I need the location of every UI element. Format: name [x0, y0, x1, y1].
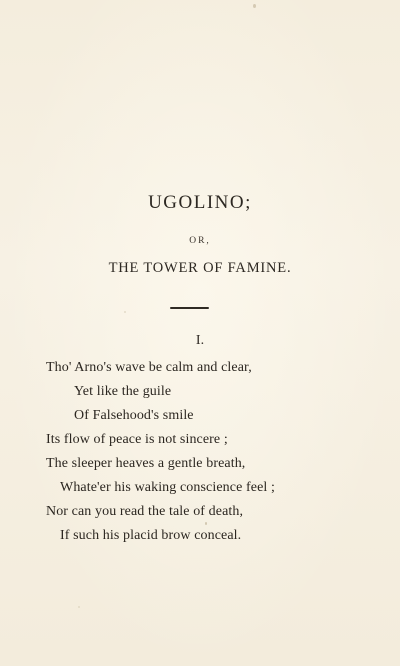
- verse-line: Yet like the guile: [74, 384, 172, 399]
- verse-line: If such his placid brow conceal.: [60, 528, 242, 543]
- verse-line: Whate'er his waking conscience feel ;: [60, 480, 275, 495]
- poem-title: UGOLINO;: [148, 192, 252, 213]
- paper-speck: [78, 606, 80, 608]
- title-rule: [170, 307, 209, 309]
- verse-line: Of Falsehood's smile: [74, 408, 194, 423]
- verse-line: Its flow of peace is not sincere ;: [46, 432, 228, 447]
- paper-speck: [253, 4, 256, 8]
- verse-line: Tho' Arno's wave be calm and clear,: [46, 360, 252, 375]
- verse-line: The sleeper heaves a gentle breath,: [46, 456, 246, 471]
- verse-line: Nor can you read the tale of death,: [46, 504, 244, 519]
- title-conjunction: OR,: [189, 236, 211, 246]
- paper-speck: [205, 522, 207, 525]
- paper-speck: [124, 311, 126, 313]
- poem-subtitle: THE TOWER OF FAMINE.: [108, 260, 292, 276]
- stanza-number: I.: [195, 333, 205, 348]
